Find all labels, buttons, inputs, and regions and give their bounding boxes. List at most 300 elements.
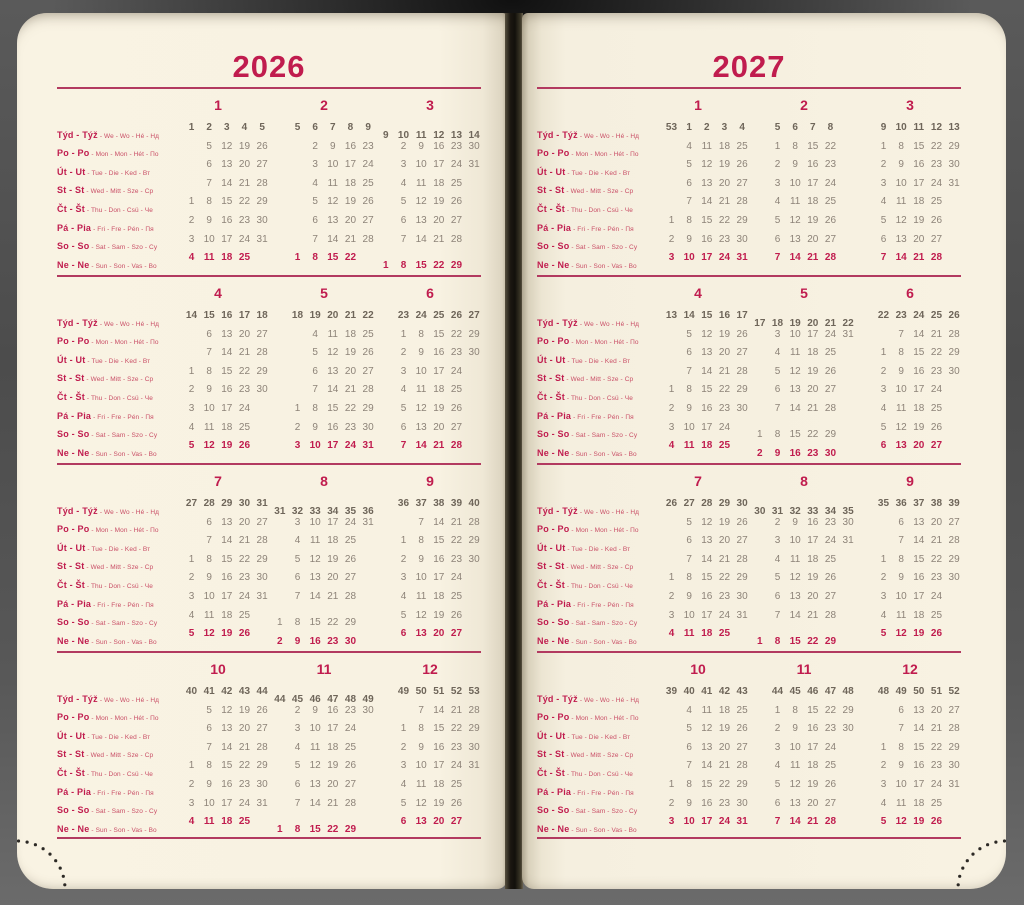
date-cell: 3: [668, 421, 675, 433]
date-cell: 17: [433, 159, 445, 171]
date-cell: 27: [824, 384, 837, 396]
date-cell: 22: [930, 553, 943, 565]
week-number-cell: 28: [203, 498, 215, 509]
date-cell: [839, 363, 857, 382]
weekday-label-translations: - Thu - Don - Csü - Че: [86, 394, 153, 402]
date-cell: 8: [418, 328, 424, 340]
week-number-cell: 1: [188, 122, 195, 133]
date-cell: [663, 757, 681, 776]
date-cell: 25: [450, 778, 463, 790]
date-cell: [839, 426, 857, 445]
sunday-date-cell: [165, 625, 183, 644]
date-cell: [875, 720, 893, 739]
date-cell: [377, 156, 395, 175]
date-cell: [377, 231, 395, 250]
date-cell: 23: [238, 384, 251, 396]
date-cell: 22: [807, 429, 819, 441]
date-cell: 30: [948, 760, 960, 772]
date-cell: 7: [418, 704, 424, 716]
weekday-label-translations: - Sat - Sam - Szo - Су: [571, 244, 638, 252]
date-cell: [645, 400, 663, 419]
date-cell: [857, 720, 875, 739]
weekday-label-bold: Týd - Týž: [57, 505, 98, 516]
date-cell: 14: [221, 741, 233, 753]
date-cell: 10: [789, 177, 801, 189]
month-column: [377, 757, 483, 776]
week-number-cell: [377, 495, 395, 514]
date-cell: [165, 514, 183, 533]
date-cell: 15: [807, 140, 819, 152]
week-number-cell: 43: [238, 686, 251, 697]
week-number-cell: 41: [701, 686, 713, 697]
date-cell: 26: [450, 402, 463, 414]
week-number-cell: 1: [686, 122, 692, 133]
date-cell: 24: [930, 778, 943, 790]
date-cell: 6: [774, 233, 781, 245]
week-number-cell: 33: [807, 505, 819, 517]
month-column: [751, 757, 857, 776]
quarters-2027: [537, 87, 961, 839]
sunday-date-cell: 28: [824, 252, 837, 264]
date-cell: 22: [930, 140, 943, 152]
week-number-cell: 34: [327, 505, 339, 517]
date-cell: 21: [718, 365, 731, 377]
date-cell: 8: [898, 140, 904, 152]
date-cell: [253, 607, 271, 626]
month-column: [271, 419, 377, 438]
date-cell: 12: [789, 778, 801, 790]
sunday-date-cell: 1: [383, 259, 389, 271]
date-cell: 29: [468, 723, 480, 735]
date-cell: [857, 532, 875, 551]
date-cell: 1: [668, 572, 675, 584]
calendar-grid: [537, 683, 963, 832]
date-cell: [377, 551, 395, 570]
date-cell: 17: [221, 402, 233, 414]
month-number: 10: [210, 661, 226, 677]
week-number-cell: 19: [789, 317, 801, 329]
date-cell: 18: [221, 609, 233, 621]
date-cell: 31: [948, 177, 960, 189]
sunday-date-cell: 8: [774, 635, 781, 647]
date-cell: [839, 400, 857, 419]
month-column: [165, 119, 271, 138]
date-cell: 10: [415, 365, 427, 377]
week-number-cell: 33: [309, 505, 321, 517]
date-cell: [645, 532, 663, 551]
date-cell: [183, 720, 201, 739]
date-cell: 6: [686, 535, 692, 547]
week-number-cell: [645, 307, 663, 326]
sunday-date-cell: [857, 813, 875, 832]
date-cell: [663, 344, 681, 363]
date-cell: [165, 757, 183, 776]
weekday-label-translations: - Sat - Sam - Szo - Су: [91, 244, 158, 252]
date-cell: 10: [203, 402, 215, 414]
date-cell: 21: [450, 704, 463, 716]
date-cell: [289, 363, 307, 382]
date-cell: 6: [312, 214, 318, 226]
month-column: [377, 551, 483, 570]
date-cell: [663, 551, 681, 570]
week-number-cell: 42: [221, 686, 233, 697]
weekday-label-translations: - Fri - Fre - Pén - Пя: [573, 413, 634, 421]
week-number-cell: 9: [383, 129, 389, 141]
sunday-date-cell: 15: [327, 252, 339, 264]
date-cell: 4: [880, 402, 887, 414]
month-column: [377, 795, 483, 814]
sunday-date-cell: [733, 625, 751, 644]
month-header-spacer: [537, 97, 645, 113]
date-cell: 12: [415, 196, 427, 208]
date-cell: 25: [238, 609, 251, 621]
date-cell: 23: [718, 797, 731, 809]
sunday-date-cell: 24: [718, 816, 731, 828]
date-cell: [839, 795, 857, 814]
calendar-grid: [537, 307, 963, 459]
date-cell: 23: [718, 233, 731, 245]
date-cell: 1: [880, 553, 887, 565]
date-cell: 29: [256, 365, 268, 377]
quarter-block: [57, 651, 481, 839]
weekday-label-bold: St - St: [537, 749, 565, 760]
month-column: [857, 739, 963, 758]
date-cell: 6: [294, 572, 301, 584]
month-column: [271, 119, 377, 138]
sunday-date-cell: 31: [362, 440, 374, 452]
month-column: [165, 231, 271, 250]
date-cell: 6: [880, 233, 887, 245]
date-cell: 27: [450, 421, 463, 433]
date-cell: 5: [400, 196, 407, 208]
date-cell: 4: [400, 384, 407, 396]
date-cell: [165, 551, 183, 570]
weekday-label-translations: - Thu - Don - Csü - Че: [86, 770, 153, 778]
date-cell: 30: [468, 741, 480, 753]
date-cell: 4: [400, 177, 407, 189]
date-cell: [663, 514, 681, 533]
month-column: [271, 795, 377, 814]
date-cell: 23: [930, 365, 943, 377]
weekday-label-translations: - Sat - Sam - Szo - Су: [571, 432, 638, 440]
date-cell: [857, 569, 875, 588]
date-cell: [377, 720, 395, 739]
date-cell: 19: [718, 159, 731, 171]
sunday-date-cell: [645, 813, 663, 832]
date-cell: 30: [948, 365, 960, 377]
month-column: [165, 381, 271, 400]
month-column: [645, 212, 751, 231]
date-cell: 20: [930, 704, 943, 716]
month-column: [377, 813, 483, 832]
date-cell: 13: [221, 159, 233, 171]
week-number-cell: 20: [327, 310, 339, 321]
weekday-label-translations: - Fri - Fre - Pén - Пя: [93, 413, 154, 421]
week-number-cell: 47: [824, 686, 837, 697]
month-column: [271, 739, 377, 758]
date-cell: 2: [880, 159, 887, 171]
month-number: 1: [694, 97, 702, 113]
month-column: [645, 344, 751, 363]
sunday-date-cell: [165, 249, 183, 268]
month-column: [645, 307, 751, 326]
date-cell: 27: [450, 214, 463, 226]
date-cell: [875, 326, 893, 345]
sunday-date-cell: 7: [880, 252, 887, 264]
week-number-cell: 5: [774, 122, 781, 133]
month-column: [377, 138, 483, 157]
date-cell: 22: [327, 617, 339, 629]
date-cell: 26: [450, 609, 463, 621]
weekday-label-translations: - Mon - Mon - Hét - По: [571, 715, 639, 723]
date-cell: 12: [789, 572, 801, 584]
date-cell: 24: [718, 421, 731, 433]
date-cell: 13: [327, 365, 339, 377]
sunday-date-cell: [377, 437, 395, 456]
week-number-cell: 6: [312, 122, 318, 133]
date-cell: 14: [701, 196, 713, 208]
quarters-2026: [57, 87, 481, 839]
date-cell: [271, 212, 289, 231]
month-column: [377, 326, 483, 345]
date-cell: 15: [807, 704, 819, 716]
date-cell: 22: [238, 553, 251, 565]
date-cell: [645, 212, 663, 231]
calendar-row: [57, 495, 483, 517]
date-cell: [465, 776, 483, 795]
date-cell: 12: [221, 140, 233, 152]
date-cell: 12: [327, 347, 339, 359]
week-number-cell: 40: [185, 686, 198, 697]
week-number-cell: 2: [206, 122, 212, 133]
date-cell: [663, 720, 681, 739]
date-cell: 14: [913, 535, 925, 547]
date-cell: [271, 231, 289, 250]
weekday-label-translations: - We - Wo - Hé - Нд: [579, 696, 640, 704]
date-cell: 10: [415, 760, 427, 772]
month-column: [857, 175, 963, 194]
week-number-cell: 40: [468, 498, 480, 509]
date-cell: [645, 551, 663, 570]
date-cell: 27: [824, 797, 837, 809]
date-cell: [271, 156, 289, 175]
date-cell: 31: [842, 328, 854, 340]
week-number-cell: [165, 683, 183, 702]
month-column: [165, 551, 271, 570]
date-cell: [465, 212, 483, 231]
month-column: [271, 156, 377, 175]
date-cell: 12: [701, 723, 713, 735]
week-number-cell: 14: [468, 129, 480, 141]
date-cell: 8: [898, 741, 904, 753]
date-cell: 14: [309, 590, 321, 602]
sunday-date-cell: 17: [327, 440, 339, 452]
week-number-cell: 48: [877, 686, 890, 697]
date-cell: 18: [913, 402, 925, 414]
month-column: [645, 381, 751, 400]
date-cell: 17: [701, 421, 713, 433]
calendar-grid: [537, 119, 963, 268]
week-number-cell: 18: [256, 310, 268, 321]
date-cell: [645, 739, 663, 758]
date-cell: [945, 193, 963, 212]
weekday-label-translations: - We - Wo - Hé - Нд: [99, 508, 160, 516]
date-cell: 16: [221, 214, 233, 226]
year-title: 2026: [232, 49, 306, 84]
date-cell: 16: [913, 572, 925, 584]
sunday-date-cell: 27: [450, 816, 463, 828]
weekday-label-bold: Út - Ut: [57, 166, 86, 177]
date-cell: [663, 363, 681, 382]
month-column: [645, 588, 751, 607]
date-cell: [359, 614, 377, 633]
week-number-cell: 14: [185, 310, 198, 321]
date-cell: 18: [433, 384, 445, 396]
date-cell: 11: [203, 609, 215, 621]
month-column: [377, 569, 483, 588]
month-column: [857, 307, 963, 326]
week-number-cell: 17: [754, 317, 766, 329]
date-cell: 17: [807, 535, 819, 547]
date-cell: 1: [188, 760, 195, 772]
sunday-date-cell: 28: [450, 440, 463, 452]
date-cell: 30: [948, 159, 960, 171]
date-cell: 9: [206, 572, 212, 584]
week-number-cell: 40: [683, 686, 695, 697]
month-column: [857, 551, 963, 570]
month-number: 4: [694, 285, 702, 301]
sunday-date-cell: 12: [895, 816, 907, 828]
date-cell: 19: [327, 760, 339, 772]
date-cell: [271, 400, 289, 419]
weekday-label-translations: - Thu - Don - Csü - Че: [566, 582, 633, 590]
date-cell: 29: [948, 140, 960, 152]
date-cell: 18: [913, 797, 925, 809]
date-cell: 15: [789, 429, 801, 441]
month-column: [751, 569, 857, 588]
month-column: [271, 326, 377, 345]
month-column: [857, 381, 963, 400]
month-column: [377, 381, 483, 400]
date-cell: 8: [686, 572, 692, 584]
date-cell: 19: [238, 704, 251, 716]
date-cell: [751, 381, 769, 400]
date-cell: [751, 514, 769, 533]
date-cell: [183, 702, 201, 721]
date-cell: 23: [930, 760, 943, 772]
week-number-cell: 31: [274, 505, 286, 517]
week-number-cell: 28: [701, 498, 713, 509]
date-cell: 20: [930, 516, 943, 528]
date-cell: 7: [686, 553, 692, 565]
month-column: [165, 625, 271, 644]
stitch-dot: [59, 867, 62, 870]
weekday-label-translations: - Tue - Die - Ked - Вт: [567, 357, 631, 365]
date-cell: 5: [312, 196, 318, 208]
month-column: [857, 813, 963, 832]
weekday-label-translations: - Sun - Son - Vas - Во: [91, 450, 157, 458]
date-cell: [359, 551, 377, 570]
quarter-block: [57, 87, 481, 275]
month-column: [645, 532, 751, 551]
date-cell: 17: [913, 590, 925, 602]
month-header-spacer: [537, 661, 645, 677]
date-cell: 12: [309, 760, 321, 772]
month-column: [751, 400, 857, 419]
month-column: [857, 326, 963, 345]
weekday-label-translations: - Wed - Mitt - Sze - Ср: [566, 188, 634, 196]
weekday-label-translations: - Fri - Fre - Pén - Пя: [573, 601, 634, 609]
date-cell: 10: [789, 741, 801, 753]
date-cell: 3: [774, 741, 781, 753]
weekday-label-bold: Po - Po: [57, 712, 90, 723]
date-cell: 28: [468, 516, 480, 528]
week-number-cell: [165, 495, 183, 514]
date-cell: 9: [312, 421, 318, 433]
sunday-date-cell: 3: [294, 440, 301, 452]
sunday-date-cell: 7: [774, 816, 781, 828]
date-cell: 27: [736, 535, 748, 547]
weekday-label-bold: Týd - Týž: [57, 693, 98, 704]
stitch-dot: [63, 883, 66, 886]
date-cell: 28: [948, 328, 960, 340]
date-cell: 6: [206, 159, 212, 171]
weekday-label: [537, 819, 645, 841]
weekday-label-translations: - Tue - Die - Ked - Вт: [567, 545, 631, 553]
date-cell: 21: [327, 590, 339, 602]
week-number-cell: 34: [824, 505, 837, 517]
date-cell: 8: [418, 723, 424, 735]
weekday-label-bold: St - St: [537, 561, 565, 572]
date-cell: [183, 532, 201, 551]
month-column: [645, 625, 751, 644]
date-cell: [945, 588, 963, 607]
weekday-label-bold: So - So: [57, 805, 90, 816]
date-cell: [751, 757, 769, 776]
date-cell: 24: [824, 328, 837, 340]
date-cell: 15: [433, 723, 445, 735]
sunday-date-cell: 24: [344, 440, 357, 452]
date-cell: [289, 231, 307, 250]
date-cell: [839, 551, 857, 570]
week-number-cell: 31: [256, 498, 268, 509]
sunday-date-cell: 11: [683, 628, 695, 640]
month-header-row: [57, 661, 483, 677]
date-cell: [645, 138, 663, 157]
week-number-cell: 51: [930, 686, 943, 697]
date-cell: 26: [256, 704, 268, 716]
date-cell: 2: [400, 140, 407, 152]
weekday-label-bold: Út - Ut: [537, 542, 566, 553]
date-cell: 2: [312, 140, 318, 152]
date-cell: 3: [400, 572, 407, 584]
date-cell: [377, 400, 395, 419]
date-cell: 23: [824, 723, 837, 735]
date-cell: 7: [686, 196, 692, 208]
month-number: 11: [316, 661, 332, 677]
week-number-cell: 25: [930, 310, 943, 321]
date-cell: 22: [344, 402, 357, 414]
week-number-cell: 25: [433, 310, 445, 321]
date-cell: [165, 569, 183, 588]
date-cell: [645, 326, 663, 345]
date-cell: 5: [774, 214, 781, 226]
month-column: [857, 569, 963, 588]
date-cell: [359, 720, 377, 739]
date-cell: 28: [824, 402, 837, 414]
date-cell: 20: [807, 384, 819, 396]
date-cell: 20: [807, 590, 819, 602]
